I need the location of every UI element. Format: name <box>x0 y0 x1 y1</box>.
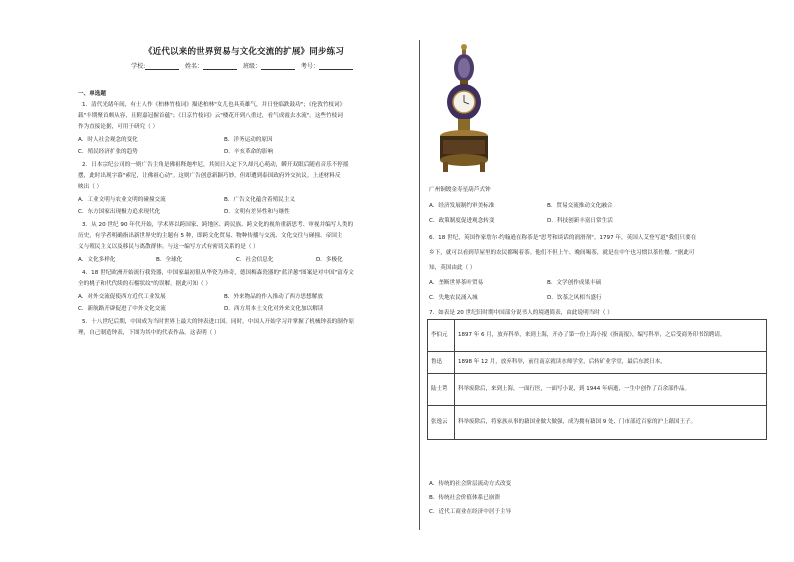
q1-line: 1．清代光绪年间，有士人作《柏林竹枝词》描述柏林"女儿也具英雄气，并日登临跌鼓功"；《伦敦竹枝词》 <box>82 102 346 108</box>
q7-line: 7．如表是 20 世纪旧时期中国部分说书人的境遇简表，由此说明当时（ ） <box>429 310 613 316</box>
section-title: 一、单选题 <box>78 91 106 97</box>
q6-option-d[interactable]: D．饮茶之风相当盛行 <box>547 295 602 301</box>
q3-line: 义与殖民主义以及移民与离散群体。与这一编写方式有密切关系的是（ ） <box>78 244 259 250</box>
q7-option-a[interactable]: A．传统的社会阶层流动方式改变 <box>429 481 512 487</box>
table-row <box>428 352 767 374</box>
q4-option-b[interactable]: B．外来物品的作入推动了西方思想解放 <box>224 294 323 300</box>
class-label: 班级： <box>242 63 261 70</box>
q5-option-a[interactable]: A．经济发展制约审美标准 <box>429 203 495 209</box>
q6-option-a[interactable]: A．垄断世界茶叶贸易 <box>429 280 484 286</box>
table-cell-text: 科举废除后，来到上海，一面行医，一面写小说，到 1944 年病逝，一生中创作了百余部作品。 <box>455 374 767 406</box>
column-divider <box>419 40 420 530</box>
q4-option-d[interactable]: D．西方用本土文化对外来文化加以解读 <box>224 306 324 312</box>
school-label: 学校: <box>131 63 146 70</box>
q7-option-c[interactable]: C．近代工商业在经济中居于主导 <box>429 509 512 515</box>
q2-line: 2．日本宗纪公司的一则广告主角是佛祖释迦牟尼，其间日入定下久却凡心萌动，瞬开双眼后随看音乐不停摇 <box>82 162 349 168</box>
q3-option-c[interactable]: C．社会信息化 <box>236 257 274 263</box>
q6-line: 6．18 世纪，英国作家詹尔·约翰逊在称茶是"思考和谈话的润滑剂"。1797 年，英国人艾登写道"我们只要在 <box>429 235 697 241</box>
q7-table <box>427 319 767 440</box>
q6-line: 知，英国由此（ ） <box>429 265 476 271</box>
q3-line: 3．从 20 世纪 90 年代开始，学术界以跨国家、跨地区、跨民族、跨文化的视角重新思考、审视并编写人类的 <box>82 222 354 228</box>
table-cell-text: 科举废除后，将家族从事的藉国业做大做强，成为拥有藉国 9 处、门市部近百家的沪上藉国王子。 <box>455 406 767 440</box>
table-row <box>428 374 767 406</box>
q2-option-a[interactable]: A．工业文明与农业文明的碰撞交流 <box>78 197 166 203</box>
q1-line: 载"丰期聚首颇从容，且附嘉冠握首蕴"；《日京竹枝词》云"楼花开到八重过，看气成霞去水流"。这些竹枝词 <box>78 113 343 119</box>
q4-option-a[interactable]: A．对外交流促使西方近代工业发展 <box>78 294 166 300</box>
table-row <box>428 406 767 440</box>
table-cell-name: 陆士谔 <box>428 374 455 406</box>
q1-option-d[interactable]: D．辛亥革命的影响 <box>224 149 274 155</box>
q1-option-c[interactable]: C．殖民经济扩张的趋势 <box>78 149 138 155</box>
page-title: 《近代以来的世界贸易与文化交流的扩展》同步练习 <box>143 47 345 57</box>
q4-option-c[interactable]: C．新航路开辟促进了中外文化交流 <box>78 306 166 312</box>
table-cell-name: 李伯元 <box>428 320 455 352</box>
q7-option-b[interactable]: B．传统社会价值体系已崩溃 <box>429 495 500 501</box>
table-cell-name: 鲁迅 <box>428 352 455 374</box>
q6-option-b[interactable]: B．文学创作成果丰硕 <box>547 280 602 286</box>
clock-image <box>437 44 491 176</box>
table-cell-text: 1898 年 12 月，放弃科举，前往南京就读水师学堂，后转矿业学堂，最后东渡日本。 <box>455 352 767 374</box>
q4-line: 全的桃子和代代续的石榴状纹"的误解。据此可知（ ） <box>78 281 212 287</box>
q3-option-a[interactable]: A．文化多样化 <box>78 257 116 263</box>
q3-option-b[interactable]: B．全球化 <box>156 257 183 263</box>
q5-line: 5．十八世纪后期，中国成为当时世界上最大的钟表进口国。同时，中国人开始学习并掌握了机械钟表的制作原 <box>82 319 355 325</box>
q5-option-c[interactable]: C．政策制度促进观念转变 <box>429 218 495 224</box>
q5-line: 理，自己制造钟表，下图为其中的代表作品。这表明（ ） <box>78 330 220 336</box>
q1-line: 作为直接论据，可用于研究（ ） <box>78 124 159 130</box>
left-column <box>76 0 412 562</box>
q3-option-d[interactable]: D．多极化 <box>316 257 343 263</box>
name-blank[interactable] <box>203 63 237 70</box>
exam-no-blank[interactable] <box>319 63 353 70</box>
q6-option-c[interactable]: C．失地农民涌入城 <box>429 295 478 301</box>
exam-no-label: 考号： <box>300 63 319 70</box>
clock-caption: 广州铜镀金寿星葫芦式钟 <box>429 187 491 193</box>
q6-line: 乡下，就可以看到草屋里的农民都喝着茶。他们不但上午、晚间喝茶，就是在中午也习惯以茶佐餐。"据此可 <box>429 250 695 256</box>
table-row <box>428 320 767 352</box>
q1-option-b[interactable]: B．洋务运动的原因 <box>224 137 273 143</box>
school-blank[interactable] <box>145 63 179 70</box>
name-label: 姓名： <box>185 63 204 70</box>
right-column <box>427 0 767 562</box>
q2-option-c[interactable]: C．东方国家出现极力追求现代化 <box>78 209 161 215</box>
class-blank[interactable] <box>261 63 295 70</box>
q2-line: 映出（ ） <box>78 184 103 190</box>
q4-line: 4．18 世纪欧洲开始流行我瓷器，中国家最初很从华瓷为珍奇，德国梅森瓷器的"蓝洋葱"图案是对中国"富寿文 <box>82 270 354 276</box>
table-cell-name: 张逸云 <box>428 406 455 440</box>
q5-option-b[interactable]: B．贸易交流推动文化融合 <box>547 203 613 209</box>
q2-option-d[interactable]: D．文明有差异性和与继性 <box>224 209 290 215</box>
student-info-line <box>76 61 412 70</box>
q2-line: 摆，此时出现字幕"索尼，让佛祖心动"。这则广告创意新颖巧妙，但却遭到泰国政府外交抗议。上述材料反 <box>78 173 341 179</box>
table-cell-text: 1897 年 6 月，放弃科举，来到上海，开办了第一份上海小报《指南报》，编写科举，之后受商务印书馆聘请。 <box>455 320 767 352</box>
q5-option-d[interactable]: D．科技创新丰富日常生活 <box>547 218 613 224</box>
q2-option-b[interactable]: B．广告文化蕴含着殖民主义 <box>224 197 295 203</box>
q1-option-a[interactable]: A．时人社会观念的变化 <box>78 137 138 143</box>
q3-line: 历史，有学者明确指出新世界史的主题有 5 种，即跨文化贸易、物种传播与交流、文化交往与碰撞、帝国主 <box>78 233 343 239</box>
